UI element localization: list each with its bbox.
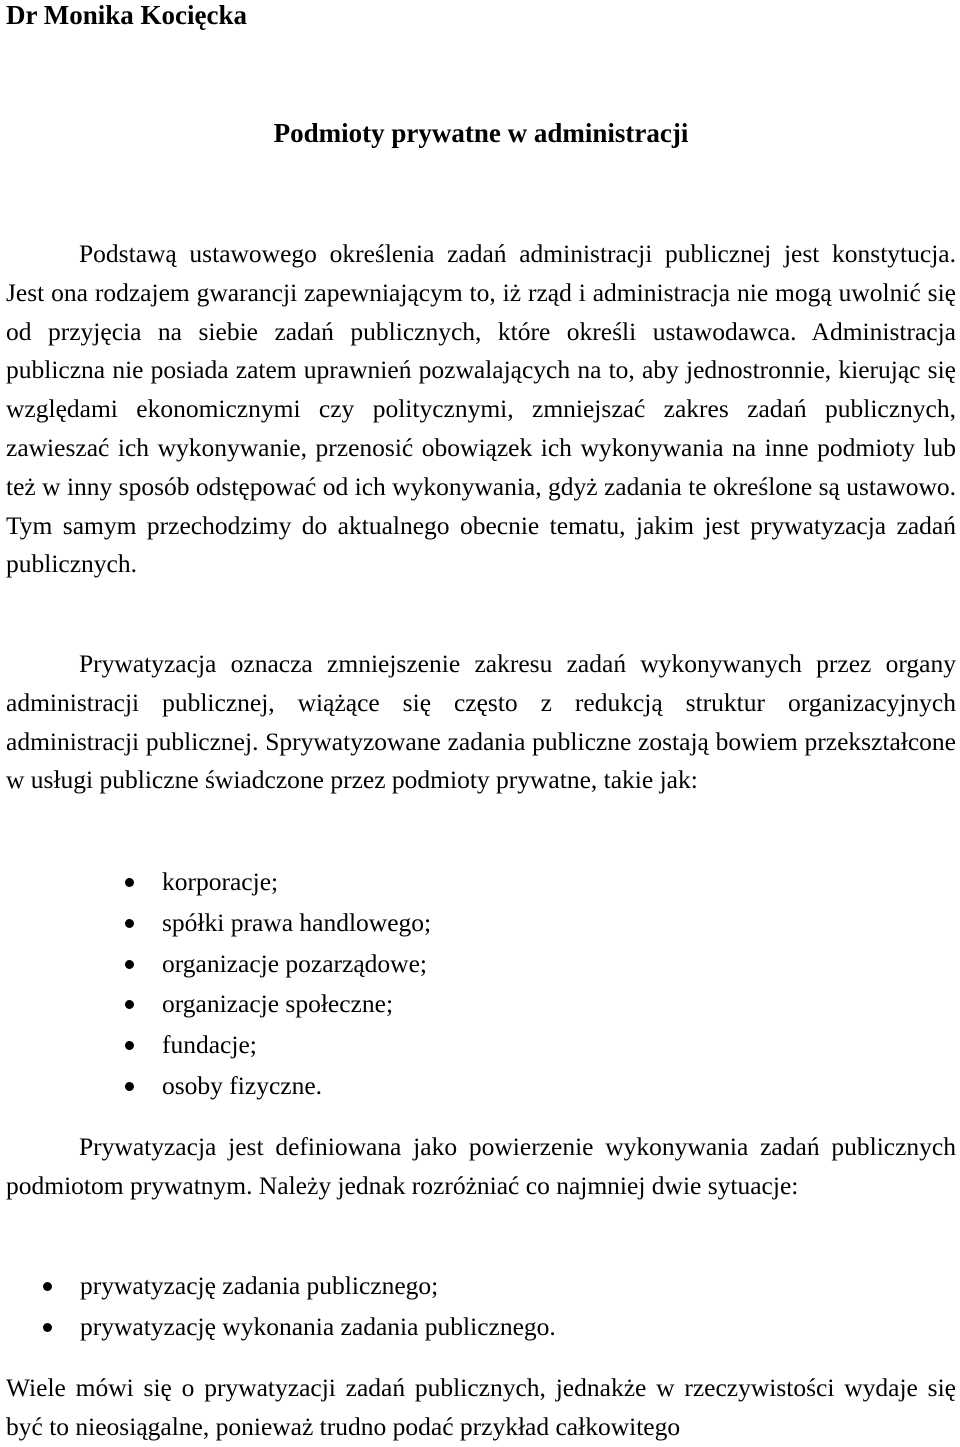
- paragraph-conclusion: Wiele mówi się o prywatyzacji zadań publicznych, jednakże w rzeczywistości wydaje się być to nieosiągalne, ponieważ trudno podać przykład całkowitego: [6, 1373, 956, 1441]
- list-item-text: spółki prawa handlowego;: [162, 907, 432, 937]
- list-item-text: prywatyzację zadania publicznego;: [80, 1271, 439, 1300]
- document-title: Podmioty prywatne w administracji: [273, 118, 689, 148]
- list-item: [6, 1066, 431, 1107]
- bullet-icon: [43, 1323, 52, 1332]
- bullet-icon: [125, 960, 134, 969]
- bullet-icon: [125, 919, 134, 928]
- list-item-text: organizacje pozarządowe;: [162, 948, 427, 978]
- list-item: [6, 862, 431, 903]
- bullet-icon: [125, 1082, 134, 1091]
- bullet-icon: [125, 1000, 134, 1009]
- bullet-icon: [125, 878, 134, 887]
- list-item-text: osoby fizyczne.: [162, 1070, 323, 1100]
- paragraph-privatization-entrusting: Prywatyzacja jest definiowana jako powierzenie wykonywania zadań publicznych podmiotom prywatnym. Należy jednak rozróżniać co najmniej dwie sytuacje:: [6, 1132, 956, 1200]
- list-item-text: prywatyzację wykonania zadania publicznego.: [80, 1311, 556, 1341]
- list-item: [6, 944, 431, 985]
- paragraph-constitution: Podstawą ustawowego określenia zadań administracji publicznej jest konstytucja. Jest ona rodzajem gwarancji zapewniającym to, iż rząd i administracja nie mogą uwolnić się od przyjęcia na siebie zadań publicznych, które określi ustawodawca. Administracja publiczna nie posiada zatem uprawnień pozwalających na to, aby jednostronnie, kierując się względami ekonomicznymi czy politycznymi, zmniejszać zakres zadań publicznych, zawieszać ich wykonywanie, przenosić obowiązek ich wykonywania na inne podmioty lub też w inny sposób odstępować od ich wykonywania, gdyż zadania te określone są ustawowo. Tym samym przechodzimy do aktualnego obecnie tematu, jakim jest prywatyzacja zadań publicznych.: [6, 239, 956, 579]
- bullet-icon: [125, 1041, 134, 1050]
- list-item-text: organizacje społeczne;: [162, 989, 394, 1019]
- bullet-icon: [43, 1282, 52, 1291]
- list-item-text: korporacje;: [162, 867, 279, 896]
- list-item: [6, 1307, 556, 1348]
- list-item: [6, 984, 431, 1025]
- privatization-types-list: [6, 1266, 556, 1348]
- private-entities-list: [6, 862, 431, 1107]
- author-name: Dr Monika Kocięcka: [6, 0, 247, 30]
- list-item-text: fundacje;: [162, 1030, 257, 1060]
- list-item: [6, 1266, 556, 1307]
- list-item: [6, 903, 431, 944]
- paragraph-privatization-definition: Prywatyzacja oznacza zmniejszenie zakresu zadań wykonywanych przez organy administracji publicznej, wiążące się często z redukcją struktur organizacyjnych administracji publicznej. Sprywatyzowane zadania publiczne zostają bowiem przekształcone w usługi publiczne świadczone przez podmioty prywatne, takie jak:: [6, 649, 956, 795]
- list-item: [6, 1025, 431, 1066]
